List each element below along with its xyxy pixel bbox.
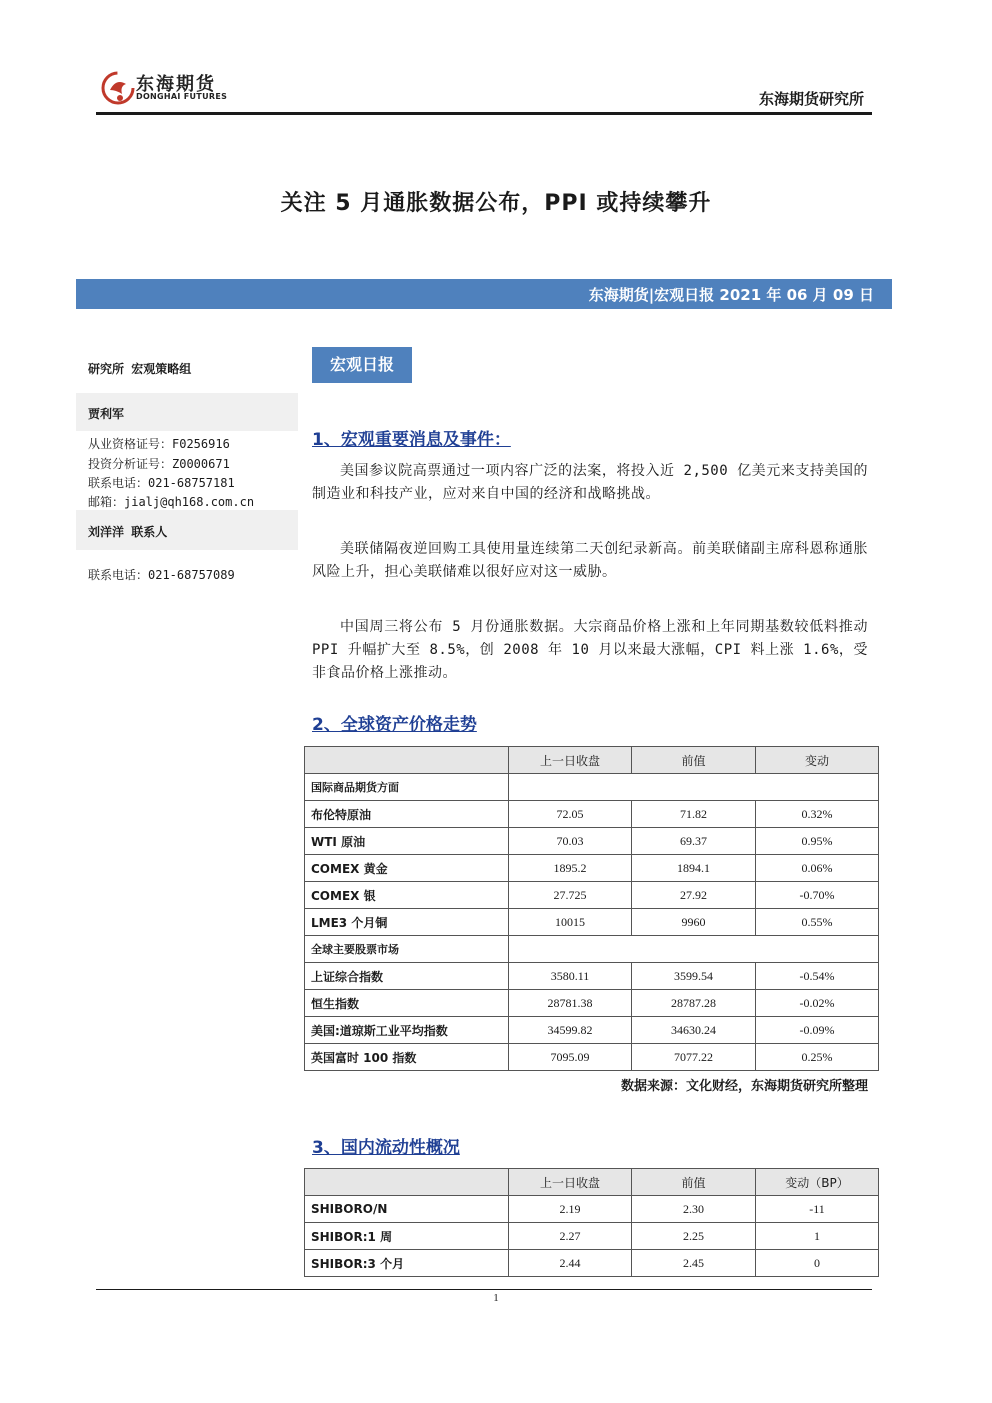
rate-name: SHIBOR:1 周 (305, 1223, 509, 1250)
prev-value: 2.30 (632, 1196, 756, 1223)
table-row (305, 1017, 879, 1044)
asset-name: LME3 个月铜 (305, 909, 509, 936)
table-row (305, 855, 879, 882)
news-paragraph: 美联储隔夜逆回购工具使用量连续第二天创纪录新高。前美联储副主席科恩称通胀风险上升，担心美联储难以很好应对这一威胁。 (312, 541, 868, 580)
close-value: 10015 (509, 909, 632, 936)
category-row (305, 774, 879, 801)
asset-name: 布伦特原油 (305, 801, 509, 828)
column-header: 前值 (632, 1169, 756, 1196)
table-header-row (305, 747, 879, 774)
table-row (305, 801, 879, 828)
table-row (305, 909, 879, 936)
table-row (305, 1223, 879, 1250)
dragon-logo-icon (98, 68, 138, 108)
asset-name: 上证综合指数 (305, 963, 509, 990)
header-org-name: 东海期货研究所 (758, 90, 864, 108)
logo-chinese-name: 东海期货 (136, 74, 216, 95)
footer-divider (96, 1289, 872, 1290)
logo-english-name: DONGHAI FUTURES (136, 92, 228, 101)
prev-value: 71.82 (632, 801, 756, 828)
category-row (305, 936, 879, 963)
close-value: 27.725 (509, 882, 632, 909)
asset-name: 美国:道琼斯工业平均指数 (305, 1017, 509, 1044)
close-value: 28781.38 (509, 990, 632, 1017)
banner-text: 东海期货|宏观日报 2021 年 06 月 09 日 (588, 286, 874, 304)
asset-price-table (304, 746, 879, 1071)
asset-name: 英国富时 100 指数 (305, 1044, 509, 1071)
prev-value: 1894.1 (632, 855, 756, 882)
prev-value: 7077.22 (632, 1044, 756, 1071)
column-header: 变动 (756, 747, 879, 774)
news-paragraph: 美国参议院高票通过一项内容广泛的法案，将投入近 2,500 亿美元来支持美国的制造业和科技产业，应对来自中国的经济和战略挑战。 (312, 463, 868, 502)
section-tag: 宏观日报 (312, 347, 412, 383)
prev-value: 69.37 (632, 828, 756, 855)
company-logo (98, 68, 258, 110)
table-row (305, 1044, 879, 1071)
change-value: 0.25% (756, 1044, 879, 1071)
change-value: 1 (756, 1223, 879, 1250)
table-header-blank (305, 1169, 509, 1196)
change-value: 0.32% (756, 801, 879, 828)
rate-name: SHIBOR:3 个月 (305, 1250, 509, 1277)
change-value: 0.95% (756, 828, 879, 855)
change-value: 0.06% (756, 855, 879, 882)
change-value: 0 (756, 1250, 879, 1277)
table-header-blank (305, 747, 509, 774)
table-row (305, 963, 879, 990)
close-value: 2.44 (509, 1250, 632, 1277)
report-title: 关注 5 月通胀数据公布，PPI 或持续攀升 (280, 191, 712, 216)
liquidity-table (304, 1168, 879, 1277)
analyst1-name: 贾利军 (88, 407, 125, 421)
close-value: 2.19 (509, 1196, 632, 1223)
section3-heading: 3、国内流动性概况 (312, 1138, 460, 1158)
prev-value: 28787.28 (632, 990, 756, 1017)
analyst1-line: 从业资格证号：F0256916 (88, 437, 230, 451)
column-header: 上一日收盘 (509, 747, 632, 774)
change-value: -0.02% (756, 990, 879, 1017)
close-value: 7095.09 (509, 1044, 632, 1071)
section1-heading: 1、宏观重要消息及事件： (312, 430, 511, 450)
analyst2-name: 刘洋洋 联系人 (88, 525, 168, 539)
close-value: 70.03 (509, 828, 632, 855)
asset-name: COMEX 黄金 (305, 855, 509, 882)
close-value: 1895.2 (509, 855, 632, 882)
prev-value: 27.92 (632, 882, 756, 909)
table-row (305, 882, 879, 909)
asset-name: COMEX 银 (305, 882, 509, 909)
section2-heading: 2、全球资产价格走势 (312, 715, 477, 735)
prev-value: 3599.54 (632, 963, 756, 990)
header-divider (96, 112, 872, 115)
change-value: -0.09% (756, 1017, 879, 1044)
prev-value: 2.45 (632, 1250, 756, 1277)
column-header: 上一日收盘 (509, 1169, 632, 1196)
analyst2-line: 联系电话：021-68757089 (88, 568, 235, 582)
table-row (305, 990, 879, 1017)
asset-name: WTI 原油 (305, 828, 509, 855)
analyst1-email[interactable]: 邮箱：jialj@qh168.com.cn (88, 495, 255, 509)
close-value: 72.05 (509, 801, 632, 828)
page-number: 1 (493, 1292, 499, 1304)
table-row (305, 1250, 879, 1277)
prev-value: 2.25 (632, 1223, 756, 1250)
close-value: 2.27 (509, 1223, 632, 1250)
sidebar-org: 研究所 宏观策略组 (88, 362, 192, 376)
column-header: 前值 (632, 747, 756, 774)
table-row (305, 828, 879, 855)
close-value: 34599.82 (509, 1017, 632, 1044)
change-value: -0.54% (756, 963, 879, 990)
table-header-row (305, 1169, 879, 1196)
asset-name: 恒生指数 (305, 990, 509, 1017)
table-row (305, 1196, 879, 1223)
change-value: 0.55% (756, 909, 879, 936)
prev-value: 34630.24 (632, 1017, 756, 1044)
category-label: 全球主要股票市场 (305, 936, 509, 963)
column-header: 变动（BP） (756, 1169, 879, 1196)
data-source-note: 数据来源：文化财经，东海期货研究所整理 (620, 1079, 868, 1094)
change-value: -11 (756, 1196, 879, 1223)
rate-name: SHIBORO/N (305, 1196, 509, 1223)
close-value: 3580.11 (509, 963, 632, 990)
category-label: 国际商品期货方面 (305, 774, 509, 801)
report-banner (76, 279, 892, 309)
analyst1-line: 投资分析证号：Z0000671 (88, 457, 230, 471)
prev-value: 9960 (632, 909, 756, 936)
news-paragraph: 中国周三将公布 5 月份通胀数据。大宗商品价格上涨和上年同期基数较低料推动 PPI 升幅扩大至 8.5%，创 2008 年 10 月以来最大涨幅，CPI 料上涨 1.6%，受非食品价格上涨推动。 (312, 619, 868, 681)
change-value: -0.70% (756, 882, 879, 909)
analyst1-line: 联系电话：021-68757181 (88, 476, 235, 490)
